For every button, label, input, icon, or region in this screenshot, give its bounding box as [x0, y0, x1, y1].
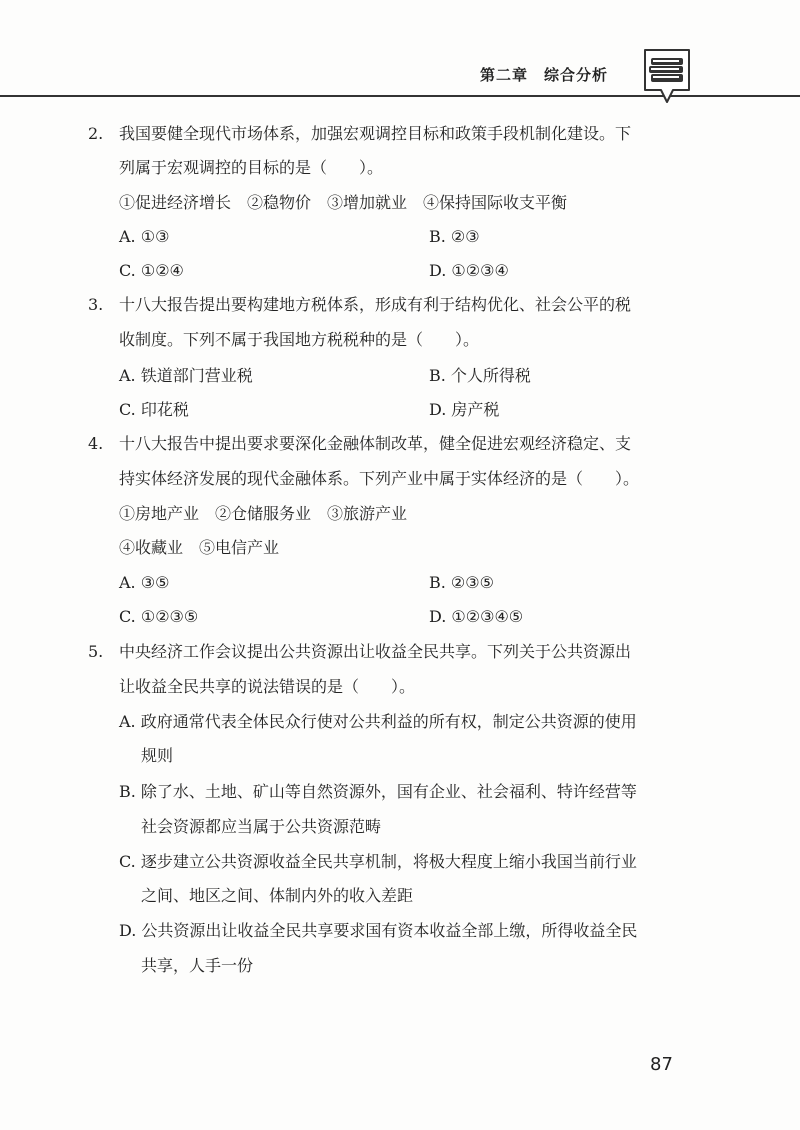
question-items: ①房地产业 ②仓储服务业 ③旅游产业	[119, 504, 408, 523]
page-number: 87	[650, 1054, 673, 1075]
question-text: 持实体经济发展的现代金融体系。下列产业中属于实体经济的是（ ）。	[119, 469, 640, 488]
question-number: 2.	[88, 124, 104, 143]
option-d-continuation: 共享，人手一份	[141, 956, 254, 975]
option-c: C. ①②③⑤	[119, 607, 199, 626]
question-number: 4.	[88, 434, 104, 453]
question-items: ④收藏业 ⑤电信产业	[119, 538, 280, 557]
option-d: D. 公共资源出让收益全民共享要求国有资本收益全部上缴，所得收益全民	[119, 921, 638, 940]
option-a: A. 政府通常代表全体民众行使对公共利益的所有权，制定公共资源的使用	[119, 712, 637, 731]
option-b: B. ②③	[429, 227, 480, 246]
option-a: A. ③⑤	[119, 573, 170, 592]
question-number: 5.	[88, 642, 104, 661]
question-text: 我国要健全现代市场体系，加强宏观调控目标和政策手段机制化建设。下	[119, 124, 632, 143]
option-b: B. ②③⑤	[429, 573, 494, 592]
option-d: D. 房产税	[429, 400, 500, 419]
chapter-title: 第二章 综合分析	[480, 66, 609, 84]
option-c: C. 逐步建立公共资源收益全民共享机制，将极大程度上缩小我国当前行业	[119, 852, 637, 871]
question-text: 列属于宏观调控的目标的是（ ）。	[119, 158, 384, 177]
option-c-continuation: 之间、地区之间、体制内外的收入差距	[141, 886, 414, 905]
question-text: 让收益全民共享的说法错误的是（ ）。	[119, 677, 416, 696]
question-number: 3.	[88, 295, 104, 314]
option-d: D. ①②③④⑤	[429, 607, 524, 626]
question-text: 中央经济工作会议提出公共资源出让收益全民共享。下列关于公共资源出	[119, 642, 632, 661]
option-d: D. ①②③④	[429, 261, 509, 280]
option-c: C. ①②④	[119, 261, 184, 280]
option-a-continuation: 规则	[141, 746, 174, 765]
option-a: A. ①③	[119, 227, 170, 246]
question-text: 收制度。下列不属于我国地方税税种的是（ ）。	[119, 330, 480, 349]
option-c: C. 印花税	[119, 400, 189, 419]
question-text: 十八大报告中提出要求要深化金融体制改革，健全促进宏观经济稳定、支	[119, 434, 632, 453]
option-b: B. 个人所得税	[429, 366, 531, 385]
option-b-continuation: 社会资源都应当属于公共资源范畴	[141, 817, 382, 836]
question-text: 十八大报告提出要构建地方税体系，形成有利于结构优化、社会公平的税	[119, 295, 632, 314]
question-items: ①促进经济增长 ②稳物价 ③增加就业 ④保持国际收支平衡	[119, 193, 568, 212]
option-b: B. 除了水、土地、矿山等自然资源外，国有企业、社会福利、特许经营等	[119, 782, 637, 801]
option-a: A. 铁道部门营业税	[119, 366, 253, 385]
